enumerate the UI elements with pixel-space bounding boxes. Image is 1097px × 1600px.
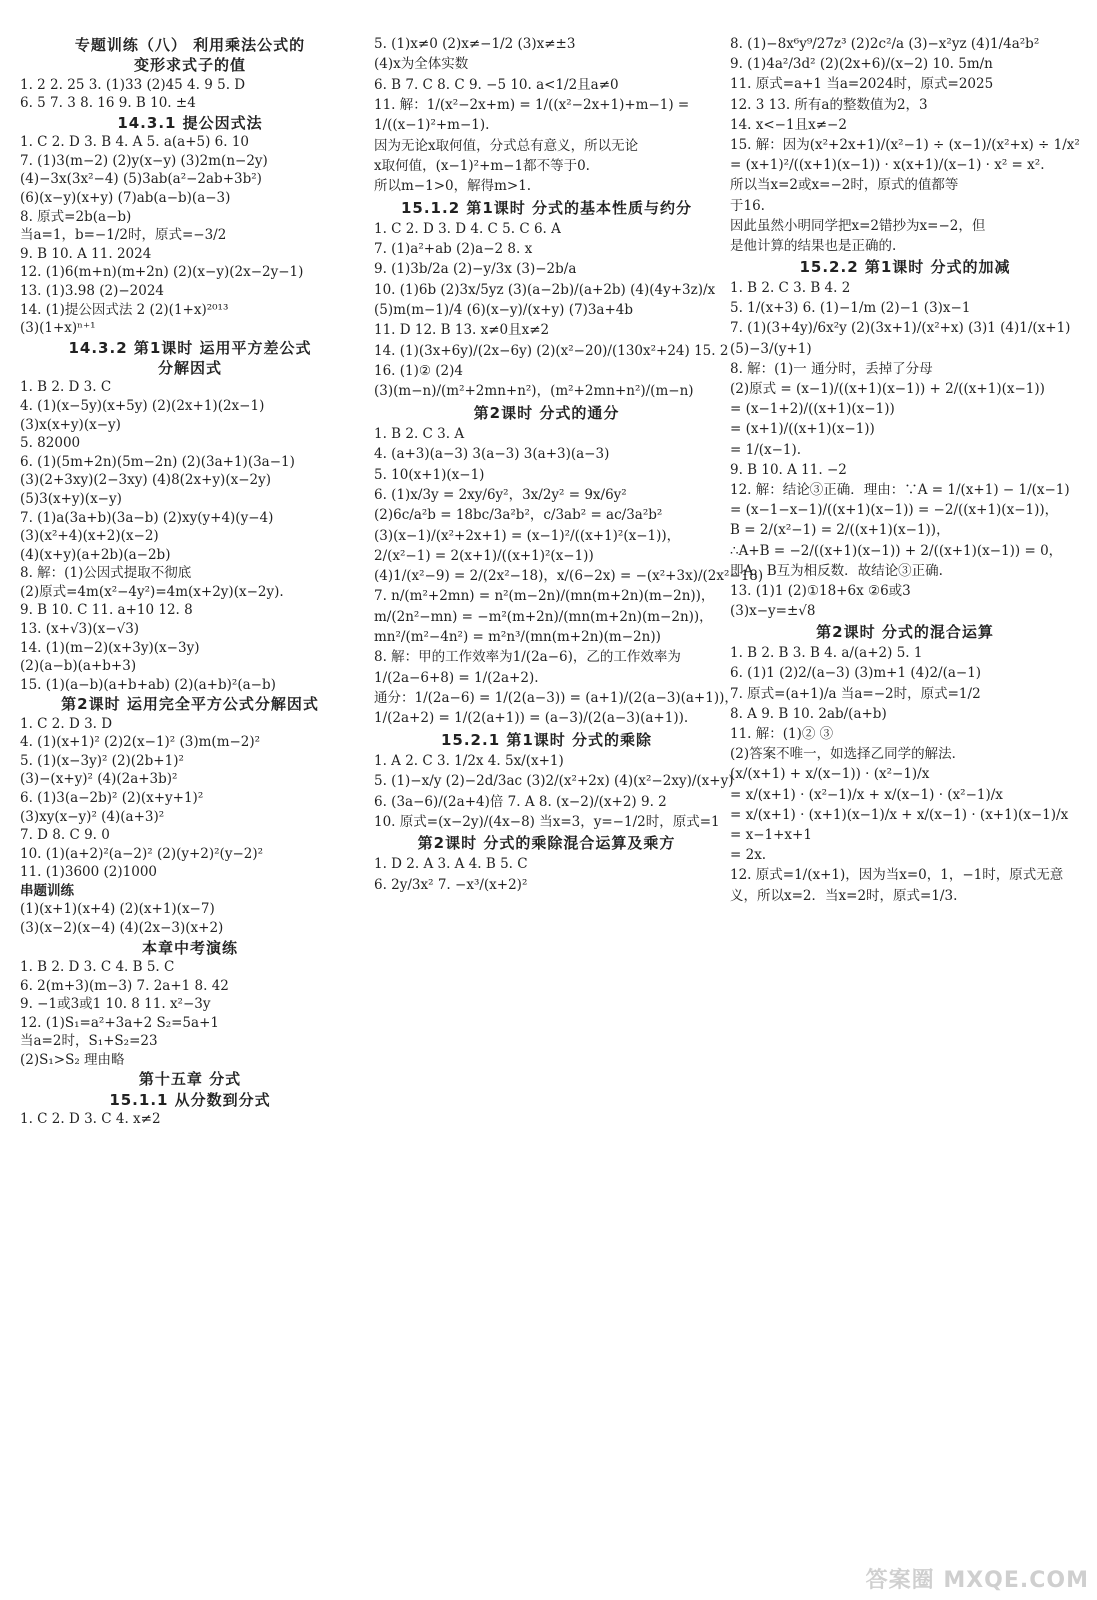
answer-line: 15. (1)(a−b)(a+b+ab) (2)(a+b)²(a−b): [20, 676, 276, 693]
section-heading: 15.2.2 第1课时 分式的加减: [799, 258, 1011, 277]
section-heading: 第2课时 分式的混合运算: [816, 623, 994, 642]
answer-line: 6. (1)(5m+2n)(5m−2n) (2)(3a+1)(3a−1): [20, 453, 295, 470]
answer-line: 9. (1)4a²/3d² (2)(2x+6)/(x−2) 10. 5m/n: [730, 56, 993, 73]
answer-line: (3)xy(x−y)² (4)(a+3)²: [20, 808, 165, 825]
answer-line: (3)(x²+4)(x+2)(x−2): [20, 528, 159, 545]
answer-line: 1/(2a+2) = 1/(2(a+1)) = (a−3)/(2(a−3)(a+1)).: [374, 710, 689, 727]
answer-line: 15. 解：因为(x²+2x+1)/(x²−1) ÷ (x−1)/(x²+x) ÷ 1/x²: [730, 136, 1080, 153]
answer-line: (4)(x+y)(a+2b)(a−2b): [20, 546, 171, 563]
answer-line: 1. B 2. B 3. B 4. a/(a+2) 5. 1: [730, 645, 923, 662]
answer-line: (5)3(x+y)(x−y): [20, 490, 122, 507]
answer-line: = 2x.: [730, 847, 767, 864]
answer-line: 是他计算的结果也是正确的.: [730, 237, 897, 254]
answer-line: 7. (1)3(m−2) (2)y(x−y) (3)2m(n−2y): [20, 152, 268, 169]
answer-line: 13. (x+√3)(x−√3): [20, 620, 140, 637]
answer-line: 12. (1)6(m+n)(m+2n) (2)(x−y)(2x−2y−1): [20, 264, 304, 281]
answer-line: 因此虽然小明同学把x=2错抄为x=−2，但: [730, 217, 986, 234]
answer-line: 9. B 10. A 11. −2: [730, 461, 847, 478]
answer-line: 1. C 2. D 3. D 4. C 5. C 6. A: [374, 220, 561, 237]
answer-line: 14. (1)(m−2)(x+3y)(x−3y): [20, 639, 200, 656]
answer-line: 1. D 2. A 3. A 4. B 5. C: [374, 856, 528, 873]
answer-line: 12. (1)S₁=a²+3a+2 S₂=5a+1: [20, 1014, 219, 1031]
answer-line: 1. C 2. D 3. C 4. x≠2: [20, 1111, 161, 1128]
answer-line: 5. 82000: [20, 435, 81, 452]
answer-line: (5)−3/(y+1): [730, 340, 812, 357]
answer-line: 8. (1)−8x⁶y⁹/27z³ (2)2c²/a (3)−x²yz (4)1/4a²b²: [730, 36, 1040, 52]
answer-line: 8. 解：(1)公因式提取不彻底: [20, 565, 192, 582]
answer-line: (2)S₁>S₂ 理由略: [20, 1051, 125, 1068]
answer-line: (3)−(x+y)² (4)(2a+3b)²: [20, 771, 178, 788]
answer-line: = x/(x+1) · (x²−1)/x + x/(x−1) · (x²−1)/x: [730, 786, 1003, 803]
answer-line: 1/(2a−6+8) = 1/(2a+2).: [374, 669, 539, 686]
answer-line: 4. (1)(x+1)² (2)2(x−1)² (3)m(m−2)²: [20, 734, 261, 751]
answer-line: (3)x−y=±√8: [730, 603, 816, 620]
answer-line: 9. −1或3或1 10. 8 11. x²−3y: [20, 996, 211, 1013]
answer-line: 1. B 2. C 3. B 4. 2: [730, 280, 851, 297]
watermark: 答案圈 MXQE.COM: [865, 1568, 1089, 1593]
answer-line: 16. (1)② (2)4: [374, 363, 463, 380]
answer-line: 14. (1)提公因式法 2 (2)(1+x)²⁰¹³: [20, 301, 229, 318]
answer-line: ∴A+B = −2/((x+1)(x−1)) + 2/((x+1)(x−1)) = 0，: [730, 542, 1063, 559]
answer-line: x取何值，(x−1)²+m−1都不等于0.: [374, 157, 590, 174]
answer-line: 9. B 10. C 11. a+10 12. 8: [20, 602, 193, 619]
answer-line: 8. A 9. B 10. 2ab/(a+b): [730, 705, 887, 722]
answer-line: 5. 10(x+1)(x−1): [374, 466, 485, 483]
section-heading: 本章中考演练: [141, 938, 238, 957]
answer-line: (2)原式 = (x−1)/((x+1)(x−1)) + 2/((x+1)(x−1)): [730, 381, 1045, 397]
answer-line: = (x−1+2)/((x+1)(x−1)): [730, 401, 895, 418]
answer-line: = x−1+x+1: [730, 826, 812, 843]
answer-line: (2)6c/a²b = 18bc/3a²b²，c/3ab² = ac/3a²b²: [374, 507, 663, 524]
answer-line: (2)答案不唯一，如选择乙同学的解法．: [730, 746, 966, 763]
answer-line: B = 2/(x²−1) = 2/((x+1)(x−1))，: [730, 522, 950, 539]
answer-line: 5. (1)(x−3y)² (2)(2b+1)²: [20, 752, 184, 769]
answer-line: 1. C 2. D 3. B 4. A 5. a(a+5) 6. 10: [20, 134, 250, 151]
answer-line: 8. 解：(1)一 通分时，丢掉了分母: [730, 360, 933, 377]
answer-line: = x/(x+1) · (x+1)(x−1)/x + x/(x−1) · (x+1)(x−1)/x: [730, 806, 1069, 823]
answer-line: 6. 2y/3x² 7. −x³/(x+2)²: [374, 876, 528, 893]
answer-line: 14. x<−1且x≠−2: [730, 116, 847, 133]
answer-line: (1)(x+1)(x+4) (2)(x+1)(x−7): [20, 901, 215, 918]
answer-line: = 1/(x−1).: [730, 441, 802, 458]
answer-line: (4)1/(x²−9) = 2/(2x²−18)，x/(6−2x) = −(x²+3x)/(2x²−18): [374, 568, 764, 585]
answer-line: 10. (1)(a+2)²(a−2)² (2)(y+2)²(y−2)²: [20, 845, 264, 862]
answer-column-right: [730, 36, 1080, 908]
answer-line: 2/(x²−1) = 2(x+1)/((x+1)²(x−1)): [374, 547, 594, 564]
answer-line: (6)(x−y)(x+y) (7)ab(a−b)(a−3): [20, 190, 231, 207]
answer-line: 10. 原式=(x−2y)/(4x−8) 当x=3，y=−1/2时，原式=1: [374, 813, 720, 830]
answer-line: 因为无论x取何值，分式总有意义，所以无论: [374, 137, 639, 154]
answer-line: 1. B 2. C 3. A: [374, 425, 465, 442]
answer-line: 4. (a+3)(a−3) 3(a−3) 3(a+3)(a−3): [374, 446, 610, 463]
answer-line: 11. (1)3600 (2)1000: [20, 864, 158, 881]
answer-line: (4)x为全体实数: [374, 56, 469, 73]
section-heading: 第十五章 分式: [138, 1070, 242, 1089]
answer-line: (2)原式=4m(x²−4y²)=4m(x+2y)(x−2y).: [20, 583, 284, 600]
answer-line: 7. (1)(3+4y)/6x²y (2)(3x+1)/(x²+x) (3)1 (4)1/(x+1): [730, 320, 1071, 337]
section-heading: 14.3.1 提公因式法: [117, 113, 263, 132]
section-heading: 分解因式: [157, 359, 222, 378]
answer-line: 义，所以x=2．当x=2时，原式=1/3.: [730, 887, 958, 904]
answer-line: 6. (3a−6)/(2a+4)倍 7. A 8. (x−2)/(x+2) 9. 2: [374, 793, 667, 810]
section-heading: 15.1.1 从分数到分式: [109, 1090, 271, 1109]
answer-line: 1. B 2. D 3. C: [20, 379, 112, 396]
answer-line: 6. 2(m+3)(m−3) 7. 2a+1 8. 42: [20, 977, 229, 994]
answer-line: 11. 解：1/(x²−2x+m) = 1/((x²−2x+1)+m−1) =: [374, 96, 690, 113]
answer-line: 1. B 2. D 3. C 4. B 5. C: [20, 959, 175, 976]
answer-line: (3)(x−2)(x−4) (4)(2x−3)(x+2): [20, 920, 224, 937]
answer-line: 7. n/(m²+2mn) = n²(m−2n)/(mn(m+2n)(m−2n))，: [374, 588, 715, 605]
answer-line: 13. (1)3.98 (2)−2024: [20, 282, 165, 299]
answer-line: mn²/(m²−4n²) = m²n³/(mn(m+2n)(m−2n)): [374, 629, 661, 646]
answer-line: 6. B 7. C 8. C 9. −5 10. a<1/2且a≠0: [374, 76, 619, 93]
sub-heading: 串题训练: [20, 882, 74, 899]
section-heading: 15.2.1 第1课时 分式的乘除: [440, 730, 653, 749]
section-heading: 15.1.2 第1课时 分式的基本性质与约分: [400, 198, 693, 217]
answer-line: 6. (1)1 (2)2/(a−3) (3)m+1 (4)2/(a−1): [730, 665, 982, 682]
answer-line: = (x−1−x−1)/((x+1)(x−1)) = −2/((x+1)(x−1))，: [730, 502, 1059, 519]
answer-line: 所以m−1>0，解得m>1.: [374, 178, 532, 195]
answer-line: 5. (1)x≠0 (2)x≠−1/2 (3)x≠±3: [374, 36, 576, 52]
answer-line: 1/((x−1)²+m−1).: [374, 117, 490, 134]
answer-line: 14. (1)(3x+6y)/(2x−6y) (2)(x²−20)/(130x²+24) 15. 2: [374, 342, 729, 359]
answer-column-left: [20, 36, 360, 1130]
answer-line: 1. 2 2. 25 3. (1)33 (2)45 4. 9 5. D: [20, 76, 246, 93]
answer-line: 通分：1/(2a−6) = 1/(2(a−3)) = (a+1)/(2(a−3)(a+1))，: [374, 690, 738, 707]
answer-line: 11. 原式=a+1 当a=2024时，原式=2025: [730, 76, 994, 93]
answer-line: 13. (1)1 (2)①18+6x ②6或3: [730, 582, 911, 599]
answer-line: 8. 原式=2b(a−b): [20, 208, 132, 225]
section-heading: 第2课时 运用完全平方公式分解因式: [61, 695, 319, 714]
section-heading: 14.3.2 第1课时 运用平方差公式: [68, 338, 312, 357]
answer-line: 11. D 12. B 13. x≠0且x≠2: [374, 322, 550, 339]
answer-line: 7. 原式=(a+1)/a 当a=−2时，原式=1/2: [730, 685, 981, 702]
answer-line: 6. (1)3(a−2b)² (2)(x+y+1)²: [20, 790, 204, 806]
section-heading: 第2课时 分式的通分: [473, 403, 620, 422]
answer-line: 12. 3 13. 所有a的整数值为2，3: [730, 96, 928, 113]
answer-line: (x/(x+1) + x/(x−1)) · (x²−1)/x: [730, 766, 930, 783]
answer-line: 7. D 8. C 9. 0: [20, 827, 110, 844]
answer-line: 6. 5 7. 3 8. 16 9. B 10. ±4: [20, 95, 196, 112]
answer-line: 12. 解：结论③正确．理由：∵A = 1/(x+1) − 1/(x−1): [730, 481, 1070, 498]
answer-line: 11. 解：(1)② ③: [730, 726, 834, 742]
answer-line: m/(2n²−mn) = −m²(m+2n)/(mn(m+2n)(m−2n))，: [374, 608, 713, 625]
section-heading: 专题训练（八） 利用乘法公式的: [74, 36, 306, 54]
answer-line: 7. (1)a²+ab (2)a−2 8. x: [374, 241, 533, 258]
answer-line: = (x+1)/((x+1)(x−1)): [730, 421, 875, 438]
answer-line: (3)(1+x)ⁿ⁺¹: [20, 320, 96, 337]
answer-line: 9. B 10. A 11. 2024: [20, 245, 152, 262]
answer-line: 8. 解：甲的工作效率为1/(2a−6)，乙的工作效率为: [374, 649, 681, 666]
answer-line: 当a=1，b=−1/2时，原式=−3/2: [20, 227, 227, 244]
section-heading: 第2课时 分式的乘除混合运算及乘方: [417, 834, 676, 853]
answer-line: 10. (1)6b (2)3x/5yz (3)(a−2b)/(a+2b) (4)(4y+3z)/x: [374, 281, 716, 298]
answer-line: (3)(m−n)/(m²+2mn+n²)，(m²+2mn+n²)/(m−n): [374, 383, 694, 400]
answer-line: 于16.: [730, 197, 765, 214]
answer-line: (3)x(x+y)(x−y): [20, 416, 121, 433]
answer-line: 4. (1)(x−5y)(x+5y) (2)(2x+1)(2x−1): [20, 398, 265, 415]
answer-line: 1. C 2. D 3. D: [20, 715, 113, 732]
answer-line: 1. A 2. C 3. 1/2x 4. 5x/(x+1): [374, 752, 564, 769]
answer-line: (4)−3x(3x²−4) (5)3ab(a²−2ab+3b²): [20, 171, 262, 188]
answer-line: 6. (1)x/3y = 2xy/6y²，3x/2y² = 9x/6y²: [374, 486, 627, 503]
answer-line: 5. 1/(x+3) 6. (1)−1/m (2)−1 (3)x−1: [730, 300, 971, 317]
answer-line: 12. 原式=1/(x+1)，因为当x=0，1，−1时，原式无意: [730, 867, 1064, 884]
section-heading: 变形求式子的值: [133, 56, 246, 75]
answer-line: 当a=2时，S₁+S₂=23: [20, 1033, 158, 1050]
answer-line: (3)(2+3xy)(2−3xy) (4)8(2x+y)(x−2y): [20, 472, 272, 489]
answer-line: 7. (1)a(3a+b)(3a−b) (2)xy(y+4)(y−4): [20, 509, 274, 526]
answer-line: 所以当x=2或x=−2时，原式的值都等: [730, 177, 959, 194]
answer-line: (5)m(m−1)/4 (6)(x−y)/(x+y) (7)3a+4b: [374, 302, 634, 319]
answer-line: 9. (1)3b/2a (2)−y/3x (3)−2b/a: [374, 261, 577, 278]
answer-line: = (x+1)²/((x+1)(x−1)) · x(x+1)/(x−1) · x² = x².: [730, 157, 1045, 174]
answer-line: 5. (1)−x/y (2)−2d/3ac (3)2/(x²+2x) (4)(x²−2xy)/(x+y): [374, 773, 734, 790]
answer-line: (2)(a−b)(a+b+3): [20, 658, 137, 675]
answer-line: (3)(x−1)/(x²+2x+1) = (x−1)²/((x+1)²(x−1))，: [374, 527, 681, 544]
answer-line: 即A，B互为相反数．故结论③正确.: [730, 562, 943, 579]
